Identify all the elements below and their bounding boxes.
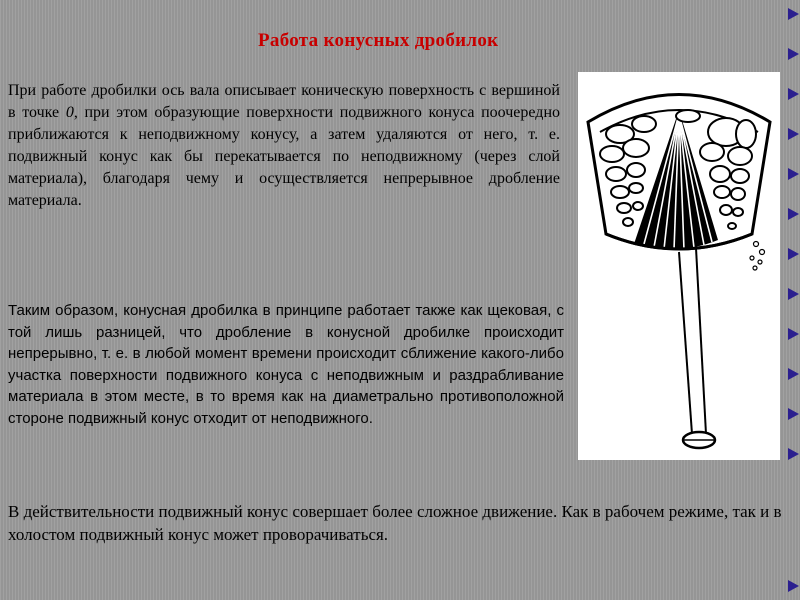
decorative-bullet-icon bbox=[788, 580, 799, 592]
paragraph-cone-axis bbox=[8, 80, 560, 212]
decorative-bullet-icon bbox=[788, 128, 799, 140]
paragraph-cone-axis-text-1: При работе дробилки ось вала описывает коническую поверхность с вершиной в точке bbox=[8, 82, 560, 121]
decorative-bullet-icon bbox=[788, 8, 799, 20]
decorative-bullet-icon bbox=[788, 208, 799, 220]
decorative-bullet-icon bbox=[788, 448, 799, 460]
paragraph-cone-axis-text-2: , при этом образующие поверхности подвижного конуса поочередно приближаются к неподвижному конусу, а затем удаляются от него, т. е. подвижный конус как бы перекатывается по неподвижному (через слой материала), благодаря чему и осуществляется непрерывное дробление материала. bbox=[8, 104, 561, 209]
decorative-bullet-icon bbox=[788, 168, 799, 180]
cone-crusher-diagram-icon bbox=[578, 72, 780, 460]
slide-title: Работа конусных дробилок bbox=[258, 30, 499, 51]
decorative-bullet-icon bbox=[788, 408, 799, 420]
vertex-point-label: 0 bbox=[65, 104, 74, 121]
decorative-bullet-icon bbox=[788, 368, 799, 380]
decorative-bullet-icon bbox=[788, 88, 799, 100]
decorative-bullet-icon bbox=[788, 328, 799, 340]
decorative-bullet-icon bbox=[788, 248, 799, 260]
paragraph-comparison: Таким образом, конусная дробилка в принципе работает также как щековая, с той лишь разницей, что дробление в конусной дробилке происходит непрерывно, т. е. в любой момент времени происходит сближение какого-либо участка поверхности подвижного конуса с неподвижным и раздрабливание материала в этом месте, в то время как на диаметрально противоположной стороне подвижный конус отходит от неподвижного. bbox=[8, 302, 564, 427]
paragraph-reality: В действительности подвижный конус совершает более сложное движение. Как в рабочем режиме, так и в холостом подвижный конус может проворачиваться. bbox=[8, 502, 782, 544]
decorative-bullet-icon bbox=[788, 48, 799, 60]
decorative-bullet-icon bbox=[788, 288, 799, 300]
cone-crusher-figure bbox=[578, 72, 780, 460]
